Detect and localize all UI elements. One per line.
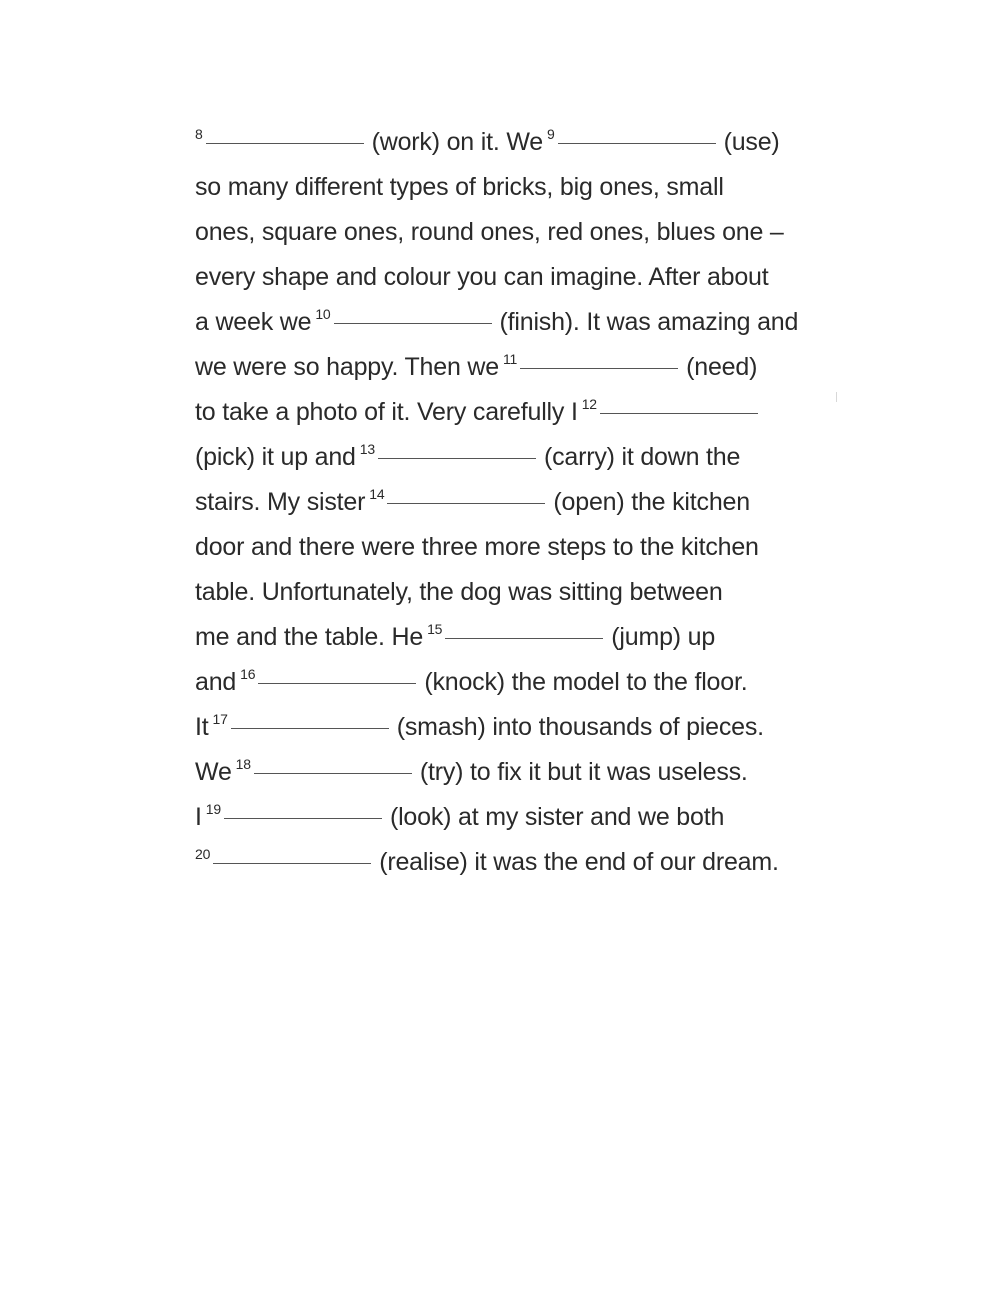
gap-number: 9 [546,126,555,142]
line-text: It [195,713,209,741]
line-text: ones, square ones, round ones, red ones, blues one – [195,218,784,246]
gap-number: 20 [195,846,211,862]
exercise-line [195,300,835,345]
gap-number: 17 [212,711,228,727]
line-text: (knock) the model to the floor. [424,668,748,696]
gap-number: 19 [205,801,221,817]
line-text: table. Unfortunately, the dog was sitting between [195,578,723,606]
line-text: (work) on it. We [371,128,543,156]
exercise-line [195,480,835,525]
exercise-line [195,525,835,570]
line-text: (jump) up [611,623,716,651]
answer-blank[interactable] [378,457,536,459]
answer-blank[interactable] [224,817,382,819]
line-text: a week we [195,308,312,336]
gap-number: 10 [315,306,331,322]
line-text: every shape and colour you can imagine. After about [195,263,769,291]
answer-blank[interactable] [258,682,416,684]
gap-number: 11 [502,351,518,367]
exercise-line [195,120,835,165]
answer-blank[interactable] [254,772,412,774]
answer-blank[interactable] [558,142,716,144]
answer-blank[interactable] [387,502,545,504]
gap-fill-exercise [195,120,835,885]
exercise-line [195,255,835,300]
line-text: (try) to fix it but it was useless. [419,758,748,786]
gap-number: 18 [235,756,251,772]
answer-blank[interactable] [445,637,603,639]
exercise-line [195,570,835,615]
line-text: door and there were three more steps to the kitchen [195,533,759,561]
exercise-line [195,795,835,840]
answer-blank[interactable] [231,727,389,729]
scan-mark [836,392,837,402]
line-text: We [195,758,232,786]
gap-number: 15 [427,621,443,637]
answer-blank[interactable] [600,412,758,414]
line-text: (use) [723,128,780,156]
line-text: (realise) it was the end of our dream. [379,848,779,876]
line-text: I [195,803,202,831]
line-text: (open) the kitchen [553,488,750,516]
answer-blank[interactable] [334,322,492,324]
gap-number: 16 [240,666,256,682]
line-text: stairs. My sister [195,488,366,516]
exercise-line [195,660,835,705]
exercise-line [195,750,835,795]
line-text: (smash) into thousands of pieces. [396,713,764,741]
exercise-line [195,705,835,750]
gap-number: 14 [369,486,385,502]
exercise-line [195,210,835,255]
line-text: (finish). It was amazing and [499,308,799,336]
line-text: (pick) it up and [195,443,356,471]
exercise-line [195,345,835,390]
answer-blank[interactable] [213,862,371,864]
gap-number: 8 [195,126,203,142]
gap-number: 12 [581,396,597,412]
exercise-line [195,435,835,480]
exercise-line [195,390,835,435]
line-text: we were so happy. Then we [195,353,499,381]
gap-number: 13 [359,441,375,457]
answer-blank[interactable] [206,142,364,144]
line-text: me and the table. He [195,623,424,651]
exercise-line [195,165,835,210]
line-text: and [195,668,237,696]
answer-blank[interactable] [520,367,678,369]
line-text: (carry) it down the [543,443,741,471]
exercise-line [195,615,835,660]
line-text: (need) [686,353,758,381]
line-text: to take a photo of it. Very carefully I [195,398,578,426]
exercise-line [195,840,835,885]
line-text: (look) at my sister and we both [389,803,725,831]
line-text: so many different types of bricks, big ones, small [195,173,724,201]
